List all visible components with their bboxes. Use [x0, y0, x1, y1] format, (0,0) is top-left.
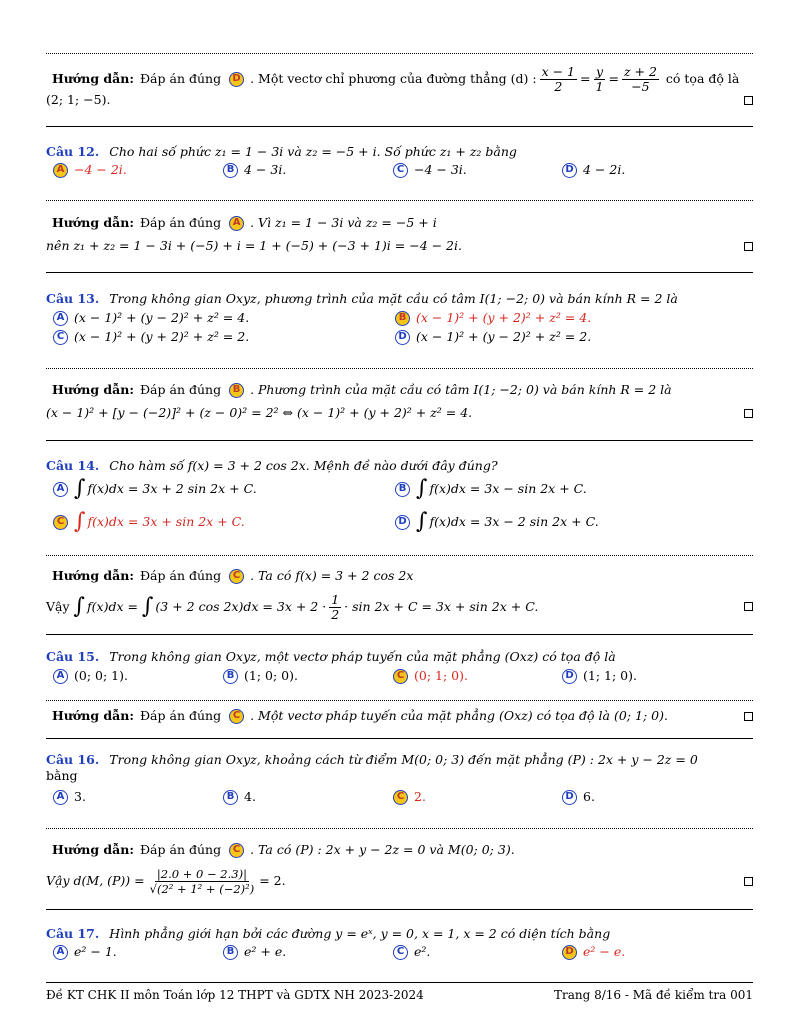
- guide-text: Đáp án đúng: [139, 71, 222, 86]
- answer-option[interactable]: [53, 943, 117, 961]
- fraction: $\frac{z + 2}{-5}$: [623, 63, 657, 94]
- answer-text: e².: [414, 944, 431, 959]
- guide-q15: [46, 707, 668, 725]
- guide-text: có tọa độ là: [665, 71, 740, 86]
- guide-label: Hướng dẫn:: [52, 382, 134, 397]
- qed-box: [744, 712, 753, 721]
- question-number: Câu 13.: [46, 291, 100, 306]
- guide-line: Vậy d(M, (P)) = $\frac{|2.0 + 0 - 2.3)|}{\text{√(2² + 1² + (−2)²)}}$ = 2.: [46, 866, 286, 896]
- dotted-separator: [46, 368, 753, 369]
- guide-q14: [46, 567, 413, 585]
- guide-text: . Một vectơ chỉ phương của đường thẳng (d) :: [250, 71, 537, 86]
- correct-answer-badge: C: [229, 709, 244, 724]
- dotted-separator: [46, 828, 753, 829]
- guide-label: Hướng dẫn:: [52, 71, 134, 86]
- guide-text: Đáp án đúng: [139, 842, 222, 857]
- guide-label: Hướng dẫn:: [52, 568, 134, 583]
- answer-text: (x − 1)² + (y + 2)² + z² = 2.: [74, 329, 250, 344]
- answer-badge: D: [395, 330, 410, 345]
- answer-text: 2.: [414, 789, 426, 804]
- answer-text: 4.: [244, 789, 256, 804]
- question-text: Trong không gian Oxyz, khoảng cách từ điểm M(0; 0; 3) đến mặt phẳng (P) : 2x + y − 2z = 0: [109, 752, 698, 767]
- answer-badge: D: [562, 163, 577, 178]
- answer-option[interactable]: [562, 161, 625, 179]
- guide-text: . Ta có f(x) = 3 + 2 cos 2x: [250, 568, 414, 583]
- answer-option[interactable]: [53, 509, 245, 534]
- answer-option[interactable]: [53, 788, 86, 806]
- answer-option[interactable]: [223, 788, 256, 806]
- qed-box: [744, 409, 753, 418]
- answer-text: (0; 1; 0).: [414, 668, 468, 683]
- integral-sign: ∫: [416, 476, 428, 501]
- answer-option[interactable]: [223, 943, 286, 961]
- guide-text: Đáp án đúng: [139, 708, 222, 723]
- answer-option[interactable]: [53, 476, 257, 501]
- question-text: Hình phẳng giới hạn bởi các đường y = eˣ, y = 0, x = 1, x = 2 có diện tích bằng: [109, 926, 611, 941]
- integral-sign: ∫: [141, 594, 154, 619]
- answer-badge: C: [53, 515, 68, 530]
- answer-option[interactable]: [395, 328, 591, 346]
- question-text: Trong không gian Oxyz, phương trình của mặt cầu có tâm I(1; −2; 0) và bán kính R = 2 là: [109, 291, 678, 306]
- question-12: [46, 144, 517, 160]
- answer-text: (x − 1)² + (y − 2)² + z² = 4.: [74, 310, 250, 325]
- answer-text: e² + e.: [244, 944, 287, 959]
- guide-q12: [46, 214, 437, 232]
- guide-q13: [46, 381, 672, 399]
- equals: =: [580, 71, 591, 86]
- answer-text: 4 − 3i.: [244, 162, 287, 177]
- qed-box: [744, 602, 753, 611]
- answer-option[interactable]: [393, 788, 426, 806]
- guide-line: (2; 1; −5).: [46, 92, 111, 107]
- answer-text: (x − 1)² + (y + 2)² + z² = 4.: [416, 310, 592, 325]
- exam-page: [46, 0, 753, 1024]
- answer-text: (0; 0; 1).: [74, 668, 128, 683]
- question-15: [46, 649, 616, 665]
- guide-text: Đáp án đúng: [139, 382, 222, 397]
- question-13: [46, 291, 678, 307]
- question-text: bằng: [46, 768, 78, 783]
- answer-option[interactable]: [395, 309, 591, 327]
- guide-text: Đáp án đúng: [139, 568, 222, 583]
- fraction: $\frac{x - 1}{2}$: [541, 63, 576, 94]
- answer-badge: A: [53, 163, 68, 178]
- answer-badge: B: [223, 163, 238, 178]
- answer-text: −4 − 3i.: [414, 162, 467, 177]
- answer-text: (x − 1)² + (y − 2)² + z² = 2.: [416, 329, 592, 344]
- dotted-separator: [46, 53, 753, 54]
- answer-option[interactable]: [223, 667, 298, 685]
- guide-line: nên z₁ + z₂ = 1 − 3i + (−5) + i = 1 + (−5) + (−3 + 1)i = −4 − 2i.: [46, 238, 462, 253]
- integral-sign: ∫: [74, 509, 86, 534]
- answer-option[interactable]: [53, 309, 249, 327]
- question-rule: [46, 738, 753, 739]
- answer-badge: A: [53, 311, 68, 326]
- fraction: $\frac{1}{2}$: [331, 591, 340, 622]
- correct-answer-badge: B: [229, 383, 244, 398]
- answer-text: 4 − 2i.: [583, 162, 626, 177]
- answer-badge: A: [53, 790, 68, 805]
- answer-option[interactable]: [53, 328, 249, 346]
- answer-badge: C: [393, 163, 408, 178]
- question-rule: [46, 634, 753, 635]
- answer-badge: C: [393, 669, 408, 684]
- answer-text: −4 − 2i.: [74, 162, 127, 177]
- question-rule: [46, 272, 753, 273]
- answer-option[interactable]: [393, 667, 468, 685]
- guide-line: Vậy ∫ f(x)dx = ∫ (3 + 2 cos 2x)dx = 3x + 2 · $\frac{1}{2}$ · sin 2x + C = 3x + sin 2x + C.: [46, 591, 539, 622]
- answer-text: f(x)dx = 3x − 2 sin 2x + C.: [429, 514, 599, 529]
- question-number: Câu 12.: [46, 144, 100, 159]
- question-rule: [46, 126, 753, 127]
- answer-badge: D: [562, 790, 577, 805]
- answer-badge: B: [395, 311, 410, 326]
- answer-text: (1; 1; 0).: [583, 668, 637, 683]
- answer-badge: C: [53, 330, 68, 345]
- answer-option[interactable]: [393, 943, 430, 961]
- equals: =: [608, 71, 619, 86]
- answer-badge: D: [395, 515, 410, 530]
- fraction: $\frac{|2.0 + 0 - 2.3)|}{\text{√(2² + 1² + (−2)²)}}$: [149, 866, 255, 896]
- question-text: Cho hàm số f(x) = 3 + 2 cos 2x. Mệnh đề nào dưới đây đúng?: [109, 458, 498, 473]
- footer-rule: [46, 982, 753, 983]
- answer-badge: A: [53, 482, 68, 497]
- question-number: Câu 16.: [46, 752, 100, 767]
- answer-text: e² − e.: [583, 944, 626, 959]
- question-number: Câu 14.: [46, 458, 100, 473]
- guide-text: . Một vectơ pháp tuyến của mặt phẳng (Oxz) có tọa độ là (0; 1; 0).: [250, 708, 668, 723]
- answer-text: (1; 0; 0).: [244, 668, 298, 683]
- qed-box: [744, 877, 753, 886]
- answer-badge: C: [393, 790, 408, 805]
- qed-box: [744, 96, 753, 105]
- guide-line: (x − 1)² + [y − (−2)]² + (z − 0)² = 2² ⇔ (x − 1)² + (y + 2)² + z² = 4.: [46, 405, 473, 420]
- guide-text: . Vì z₁ = 1 − 3i và z₂ = −5 + i: [250, 215, 437, 230]
- correct-answer-badge: D: [229, 72, 244, 87]
- page-footer: [46, 988, 753, 1002]
- answer-option[interactable]: [562, 788, 595, 806]
- answer-option[interactable]: [53, 161, 127, 179]
- guide-text: Đáp án đúng: [139, 215, 222, 230]
- answer-badge: B: [395, 482, 410, 497]
- dotted-separator: [46, 555, 753, 556]
- answer-option[interactable]: [53, 667, 128, 685]
- answer-badge: B: [223, 790, 238, 805]
- guide-label: Hướng dẫn:: [52, 215, 134, 230]
- answer-text: f(x)dx = 3x + sin 2x + C.: [87, 514, 245, 529]
- question-rule: [46, 440, 753, 441]
- fraction: $\frac{y}{1}$: [595, 63, 604, 94]
- answer-badge: A: [53, 669, 68, 684]
- answer-option[interactable]: [395, 509, 599, 534]
- integral-sign: ∫: [73, 594, 86, 619]
- answer-badge: D: [562, 669, 577, 684]
- answer-badge: D: [562, 945, 577, 960]
- answer-text: f(x)dx = 3x − sin 2x + C.: [429, 481, 587, 496]
- answer-badge: B: [223, 945, 238, 960]
- integral-sign: ∫: [416, 509, 428, 534]
- answer-option[interactable]: [393, 161, 467, 179]
- question-16: [46, 752, 698, 768]
- footer-left: Đề KT CHK II môn Toán lớp 12 THPT và GDTX NH 2023-2024: [46, 988, 424, 1002]
- guide-q11: [46, 64, 739, 94]
- question-text: Cho hai số phức z₁ = 1 − 3i và z₂ = −5 + i. Số phức z₁ + z₂ bằng: [109, 144, 517, 159]
- answer-text: 3.: [74, 789, 86, 804]
- integral-sign: ∫: [74, 476, 86, 501]
- answer-text: 6.: [583, 789, 595, 804]
- question-number: Câu 15.: [46, 649, 100, 664]
- answer-option[interactable]: [395, 476, 587, 501]
- guide-label: Hướng dẫn:: [52, 842, 134, 857]
- guide-q16: [46, 841, 515, 859]
- guide-text: . Phương trình của mặt cầu có tâm I(1; −2; 0) và bán kính R = 2 là: [250, 382, 672, 397]
- dotted-separator: [46, 700, 753, 701]
- qed-box: [744, 242, 753, 251]
- guide-text: . Ta có (P) : 2x + y − 2z = 0 và M(0; 0; 3).: [250, 842, 515, 857]
- answer-option[interactable]: [562, 667, 637, 685]
- question-text: Trong không gian Oxyz, một vectơ pháp tuyến của mặt phẳng (Oxz) có tọa độ là: [109, 649, 616, 664]
- answer-option[interactable]: [562, 943, 625, 961]
- answer-badge: C: [393, 945, 408, 960]
- answer-text: f(x)dx = 3x + 2 sin 2x + C.: [87, 481, 257, 496]
- answer-badge: B: [223, 669, 238, 684]
- question-17: [46, 926, 610, 942]
- question-rule: [46, 909, 753, 910]
- answer-text: e² − 1.: [74, 944, 117, 959]
- question-14: [46, 458, 498, 474]
- answer-option[interactable]: [223, 161, 286, 179]
- correct-answer-badge: C: [229, 843, 244, 858]
- guide-label: Hướng dẫn:: [52, 708, 134, 723]
- correct-answer-badge: A: [229, 216, 244, 231]
- correct-answer-badge: C: [229, 569, 244, 584]
- answer-badge: A: [53, 945, 68, 960]
- question-number: Câu 17.: [46, 926, 100, 941]
- dotted-separator: [46, 200, 753, 201]
- footer-right: Trang 8/16 - Mã đề kiểm tra 001: [553, 988, 753, 1002]
